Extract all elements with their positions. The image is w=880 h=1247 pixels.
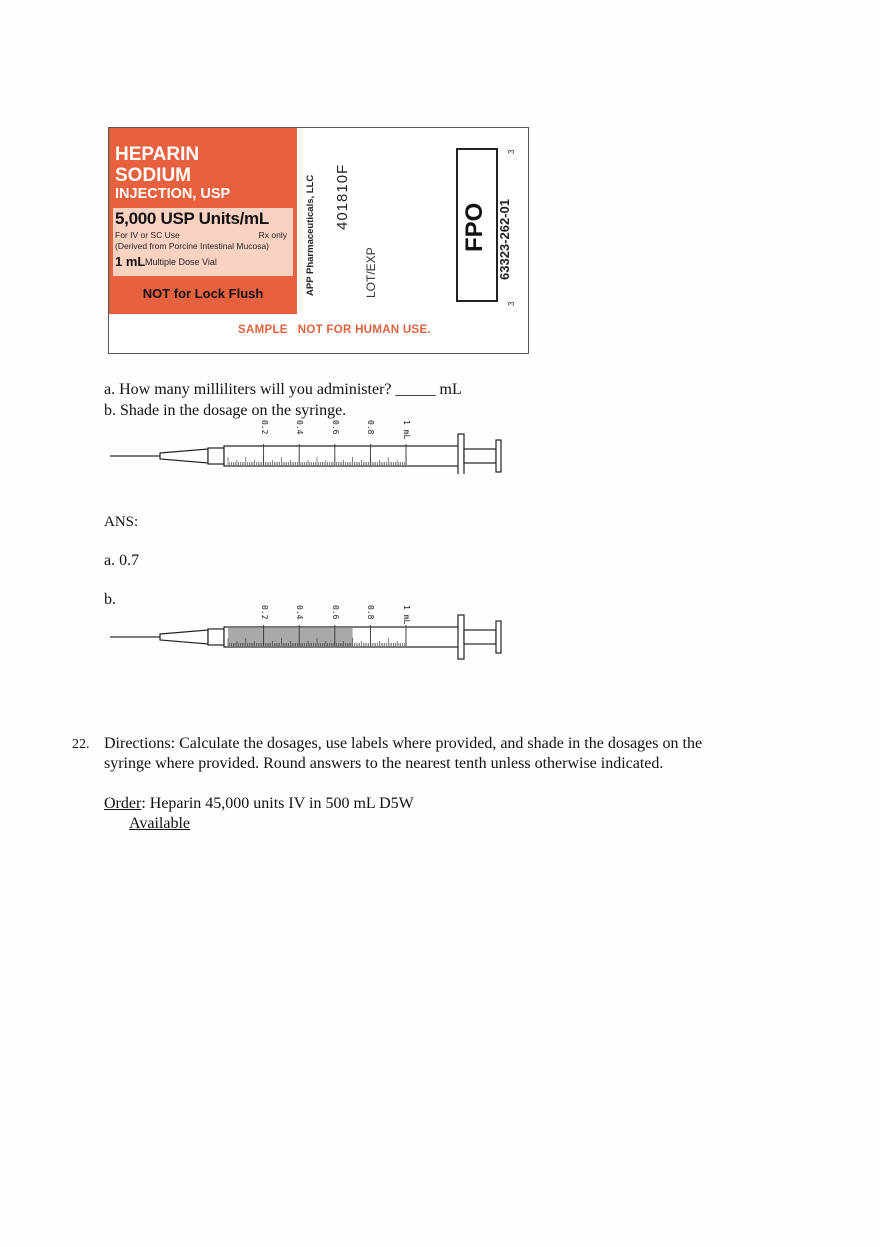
tick-label: 0.2 xyxy=(259,420,269,435)
tick-label: 0.6 xyxy=(330,420,340,435)
syringe-drawing xyxy=(108,424,508,474)
syringe-tip xyxy=(208,629,224,645)
label-orange-panel xyxy=(109,128,297,314)
tick-label: 0.8 xyxy=(366,420,376,435)
barrel-flange xyxy=(458,434,464,474)
drug-name-line1: HEPARIN xyxy=(115,144,200,165)
source-text: (Derived from Porcine Intestinal Mucosa) xyxy=(115,241,270,251)
not-for-human-use: NOT FOR HUMAN USE. xyxy=(297,324,431,336)
tick-label: 0.2 xyxy=(259,605,269,620)
product-code: 401810F xyxy=(334,163,351,230)
directions-line2: syringe where provided. Round answers to the nearest tenth unless otherwise indicated. xyxy=(104,755,664,772)
concentration-box xyxy=(113,208,293,276)
plunger-rod xyxy=(464,449,496,463)
item-number: 22. xyxy=(72,737,90,752)
plunger-rod xyxy=(464,630,496,644)
drug-name xyxy=(115,144,199,186)
syringe-drawing-shaded xyxy=(108,605,508,665)
order-line xyxy=(104,794,414,814)
tick-label: 0.6 xyxy=(330,605,340,620)
route-text: For IV or SC Use xyxy=(115,230,180,240)
volume-text: 1 mL xyxy=(115,254,146,269)
sample-warning xyxy=(109,324,530,336)
question-b: b. Shade in the dosage on the syringe. xyxy=(104,402,347,419)
order-label: Order xyxy=(104,795,142,812)
directions-line1: Directions: Calculate the dosages, use labels where provided, and shade in the dosages on the xyxy=(104,735,703,752)
lot-exp: LOT/EXP xyxy=(364,247,378,298)
answer-heading: ANS: xyxy=(104,514,139,530)
tick-label: 1 mL xyxy=(402,420,411,440)
tick-label: 0.4 xyxy=(295,605,305,620)
needle-hub xyxy=(160,630,208,644)
manufacturer: APP Pharmaceuticals, LLC xyxy=(305,174,316,296)
plunger-thumb xyxy=(496,440,501,472)
drug-form: INJECTION, USP xyxy=(115,186,231,202)
corner-number-top: 3 xyxy=(507,149,516,154)
syringe-tip xyxy=(208,448,224,464)
answer-b: b. xyxy=(104,591,116,608)
tick-label: 1 mL xyxy=(402,605,411,625)
corner-number-bottom: 3 xyxy=(507,301,516,306)
fpo-text: FPO xyxy=(461,202,488,252)
needle-hub xyxy=(160,449,208,463)
ndc-number: 63323-262-01 xyxy=(497,199,512,280)
heparin-drug-label xyxy=(108,127,529,354)
order-text: : Heparin 45,000 units IV in 500 mL D5W xyxy=(141,795,414,812)
answer-a: a. 0.7 xyxy=(104,552,140,569)
sample-word: SAMPLE xyxy=(238,324,288,336)
drug-name-line2: SODIUM xyxy=(115,165,191,186)
tick-label: 0.8 xyxy=(366,605,376,620)
syringe-answer xyxy=(108,605,508,655)
plunger-thumb xyxy=(496,621,501,653)
question-a: a. How many milliliters will you administer? _____ mL xyxy=(104,381,462,398)
rx-only-text: Rx only xyxy=(258,230,287,240)
lock-flush-warning: NOT for Lock Flush xyxy=(142,286,264,301)
syringe-question[interactable] xyxy=(108,420,508,474)
barrel-flange xyxy=(458,615,464,659)
tick-label: 0.4 xyxy=(295,420,305,435)
available-label: Available xyxy=(129,815,191,832)
drug-strength: 5,000 USP Units/mL xyxy=(115,209,269,228)
vial-type-text: Multiple Dose Vial xyxy=(145,257,217,267)
